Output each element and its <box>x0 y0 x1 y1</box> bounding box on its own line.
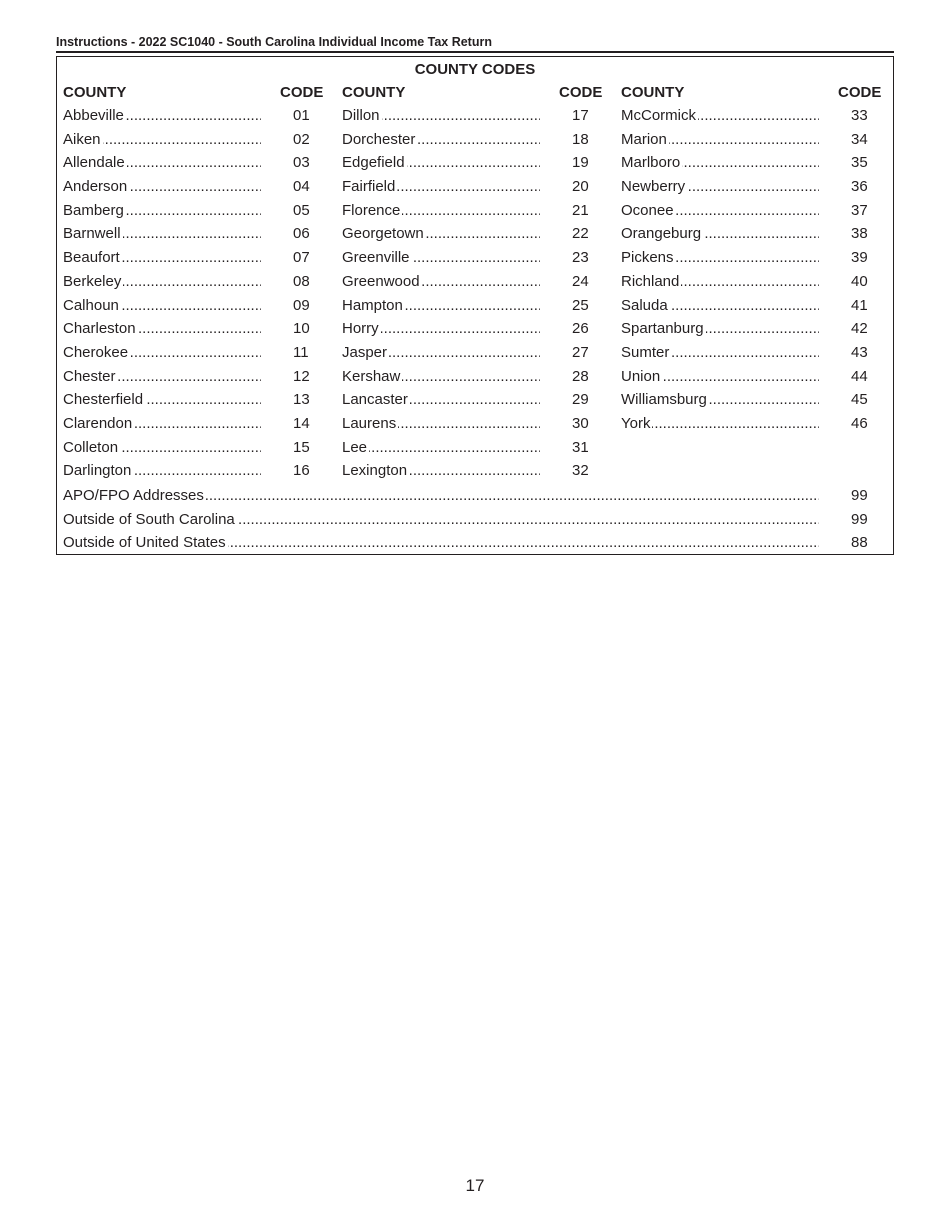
county-name-cell <box>63 273 261 291</box>
table-row <box>342 152 612 176</box>
county-name-cell <box>342 178 540 196</box>
table-row <box>63 176 333 200</box>
table-row <box>342 437 612 461</box>
county-name: Greenwood <box>342 272 420 290</box>
county-name: Marion <box>621 130 667 148</box>
code-column-header: CODE <box>559 84 603 101</box>
county-name-cell <box>621 249 819 267</box>
county-name: Saluda <box>621 296 668 314</box>
county-name: Spartanburg <box>621 320 704 338</box>
county-name: Lee <box>342 438 368 456</box>
county-name: Sumter <box>621 343 670 361</box>
county-name-cell <box>621 178 819 196</box>
table-row <box>63 460 333 484</box>
special-address-row <box>63 509 883 533</box>
table-row <box>342 176 612 200</box>
county-code: 12 <box>293 367 310 385</box>
county-name-cell <box>63 249 261 267</box>
county-name: Barnwell <box>63 225 121 243</box>
column-header <box>342 83 612 105</box>
county-name: Clarendon <box>63 414 133 432</box>
table-row <box>342 271 612 295</box>
table-row <box>342 342 612 366</box>
address-code: 88 <box>851 534 868 551</box>
county-code: 13 <box>293 391 310 409</box>
county-name-cell <box>621 107 819 125</box>
column-header <box>621 83 891 105</box>
county-name: Fairfield <box>342 178 396 196</box>
table-row <box>63 200 333 224</box>
county-name-cell <box>342 202 540 220</box>
county-code: 17 <box>572 107 589 124</box>
county-name: Oconee <box>621 201 674 219</box>
county-name-cell <box>342 391 540 409</box>
county-name-cell <box>342 131 540 149</box>
county-name: Richland <box>621 272 680 290</box>
county-name-cell <box>63 391 261 409</box>
county-name-cell <box>342 225 540 243</box>
county-code: 22 <box>572 225 589 243</box>
county-name: Lexington <box>342 462 408 480</box>
county-code: 02 <box>293 130 310 148</box>
table-row <box>342 318 612 342</box>
table-row <box>621 389 891 413</box>
county-code: 30 <box>572 414 589 432</box>
county-name-cell <box>63 368 261 386</box>
table-row <box>342 389 612 413</box>
county-code: 20 <box>572 178 589 196</box>
county-code: 15 <box>293 438 310 456</box>
county-name: Allendale <box>63 154 125 172</box>
table-row <box>621 223 891 247</box>
table-row <box>63 152 333 176</box>
table-row <box>63 247 333 271</box>
column-group-2 <box>342 83 612 484</box>
county-code: 09 <box>293 296 310 314</box>
special-address-row <box>63 485 883 509</box>
county-name-cell <box>63 202 261 220</box>
county-code: 01 <box>293 107 310 124</box>
table-row <box>63 223 333 247</box>
county-name: Pickens <box>621 249 674 267</box>
county-code: 36 <box>851 178 868 196</box>
county-name: Newberry <box>621 178 686 196</box>
county-name: Georgetown <box>342 225 424 243</box>
county-column-header: COUNTY <box>342 84 406 101</box>
county-code: 05 <box>293 201 310 219</box>
county-name: Hampton <box>342 296 403 314</box>
county-name: Darlington <box>63 462 132 480</box>
table-row <box>63 437 333 461</box>
county-name-cell <box>63 439 261 457</box>
county-code: 43 <box>851 343 868 361</box>
county-name-cell <box>621 154 819 172</box>
county-name: Laurens <box>342 414 397 432</box>
county-rows <box>63 105 333 484</box>
address-label-cell <box>63 487 819 505</box>
table-row <box>621 105 891 129</box>
county-code: 16 <box>293 462 310 480</box>
county-name-cell <box>621 344 819 362</box>
county-name: Abbeville <box>63 107 124 124</box>
county-code: 32 <box>572 462 589 480</box>
county-name-cell <box>621 225 819 243</box>
county-name-cell <box>621 273 819 291</box>
table-row <box>342 366 612 390</box>
county-name-cell <box>342 368 540 386</box>
county-name-cell <box>63 344 261 362</box>
address-code: 99 <box>851 511 868 528</box>
county-code: 06 <box>293 225 310 243</box>
table-row <box>63 295 333 319</box>
table-row <box>621 247 891 271</box>
county-name: McCormick <box>621 107 696 124</box>
county-code: 41 <box>851 296 868 314</box>
county-name: Dillon <box>342 107 380 124</box>
county-name-cell <box>342 320 540 338</box>
county-code: 11 <box>293 343 309 361</box>
county-code: 37 <box>851 201 868 219</box>
county-name: Beaufort <box>63 249 120 267</box>
table-row <box>621 366 891 390</box>
table-row <box>63 413 333 437</box>
county-name-cell <box>342 415 540 433</box>
county-name: Jasper <box>342 343 388 361</box>
code-column-header: CODE <box>838 84 882 101</box>
county-code: 04 <box>293 178 310 196</box>
county-name-cell <box>342 344 540 362</box>
table-row <box>63 318 333 342</box>
table-row <box>621 129 891 153</box>
county-code: 14 <box>293 414 310 432</box>
table-row <box>621 295 891 319</box>
table-row <box>63 271 333 295</box>
county-code: 19 <box>572 154 589 172</box>
county-code: 28 <box>572 367 589 385</box>
table-row <box>63 129 333 153</box>
special-address-row <box>63 532 883 556</box>
address-label-cell <box>63 534 819 552</box>
county-name-cell <box>63 225 261 243</box>
county-name-cell <box>63 178 261 196</box>
table-row <box>621 200 891 224</box>
county-name-cell <box>63 297 261 315</box>
table-title: COUNTY CODES <box>414 61 536 78</box>
table-row <box>621 318 891 342</box>
county-name-cell <box>342 439 540 457</box>
county-name: Greenville <box>342 249 410 267</box>
address-code: 99 <box>851 487 868 504</box>
county-name-cell <box>342 154 540 172</box>
county-code: 45 <box>851 391 868 409</box>
county-code: 35 <box>851 154 868 172</box>
address-label: APO/FPO Addresses <box>63 487 204 504</box>
county-name: Bamberg <box>63 201 124 219</box>
county-name: Kershaw <box>342 367 401 385</box>
table-row <box>621 176 891 200</box>
column-group-1 <box>63 83 333 484</box>
address-label: Outside of United States <box>63 534 226 551</box>
county-code: 24 <box>572 272 589 290</box>
table-row <box>342 223 612 247</box>
county-column-header: COUNTY <box>63 84 127 101</box>
county-name-cell <box>621 297 819 315</box>
county-code: 44 <box>851 367 868 385</box>
county-name: Florence <box>342 201 401 219</box>
county-name-cell <box>621 202 819 220</box>
county-code: 26 <box>572 320 589 338</box>
county-name-cell <box>342 249 540 267</box>
table-row <box>342 295 612 319</box>
county-name-cell <box>342 462 540 480</box>
county-name: Calhoun <box>63 296 119 314</box>
county-name-cell <box>63 462 261 480</box>
county-name-cell <box>621 391 819 409</box>
county-name-cell <box>621 415 819 433</box>
county-name: Edgefield <box>342 154 405 172</box>
table-row <box>63 105 333 129</box>
county-code: 10 <box>293 320 310 338</box>
county-code: 38 <box>851 225 868 243</box>
table-row <box>342 460 612 484</box>
county-code: 34 <box>851 130 868 148</box>
county-name: York <box>621 414 651 432</box>
table-row <box>63 366 333 390</box>
county-name: Williamsburg <box>621 391 707 409</box>
county-name: Charleston <box>63 320 136 338</box>
table-row <box>342 200 612 224</box>
county-name-cell <box>63 320 261 338</box>
county-code: 31 <box>572 438 589 456</box>
table-row <box>342 413 612 437</box>
county-code: 39 <box>851 249 868 267</box>
county-code: 08 <box>293 272 310 290</box>
county-name-cell <box>621 320 819 338</box>
county-name: Anderson <box>63 178 128 196</box>
table-row <box>342 129 612 153</box>
county-name: Lancaster <box>342 391 408 409</box>
county-column-header: COUNTY <box>621 84 685 101</box>
county-codes-table <box>56 56 894 555</box>
county-name: Aiken <box>63 130 101 148</box>
table-row <box>63 342 333 366</box>
county-name-cell <box>342 273 540 291</box>
table-row <box>342 105 612 129</box>
county-code: 21 <box>572 201 589 219</box>
county-name-cell <box>621 368 819 386</box>
table-row <box>621 271 891 295</box>
county-name-cell <box>342 107 540 125</box>
county-name: Union <box>621 367 661 385</box>
county-name: Cherokee <box>63 343 129 361</box>
code-column-header: CODE <box>280 84 324 101</box>
table-row <box>621 413 891 437</box>
county-code: 27 <box>572 343 589 361</box>
county-name: Chesterfield <box>63 391 144 409</box>
table-row <box>342 247 612 271</box>
county-name-cell <box>63 415 261 433</box>
county-code: 18 <box>572 130 589 148</box>
county-code: 29 <box>572 391 589 409</box>
table-row <box>63 389 333 413</box>
county-rows <box>621 105 891 437</box>
county-name: Chester <box>63 367 116 385</box>
county-code: 25 <box>572 296 589 314</box>
county-rows <box>342 105 612 484</box>
county-name-cell <box>63 131 261 149</box>
document-header: Instructions - 2022 SC1040 - South Carolina Individual Income Tax Return <box>56 35 894 53</box>
address-label-cell <box>63 511 819 529</box>
county-name: Orangeburg <box>621 225 702 243</box>
column-header <box>63 83 333 105</box>
table-row <box>621 152 891 176</box>
county-name: Marlboro <box>621 154 681 172</box>
county-code: 46 <box>851 414 868 432</box>
county-name-cell <box>621 131 819 149</box>
table-row <box>621 342 891 366</box>
county-name: Colleton <box>63 438 119 456</box>
county-code: 33 <box>851 107 868 124</box>
county-code: 40 <box>851 272 868 290</box>
county-code: 23 <box>572 249 589 267</box>
county-name: Berkeley <box>63 272 122 290</box>
county-name-cell <box>63 107 261 125</box>
address-label: Outside of South Carolina <box>63 511 235 528</box>
county-name-cell <box>342 297 540 315</box>
county-code: 42 <box>851 320 868 338</box>
county-code: 03 <box>293 154 310 172</box>
county-name: Horry <box>342 320 379 338</box>
county-name: Dorchester <box>342 130 416 148</box>
county-code: 07 <box>293 249 310 267</box>
county-name-cell <box>63 154 261 172</box>
column-group-3 <box>621 83 891 437</box>
page-number: 17 <box>465 1176 485 1195</box>
